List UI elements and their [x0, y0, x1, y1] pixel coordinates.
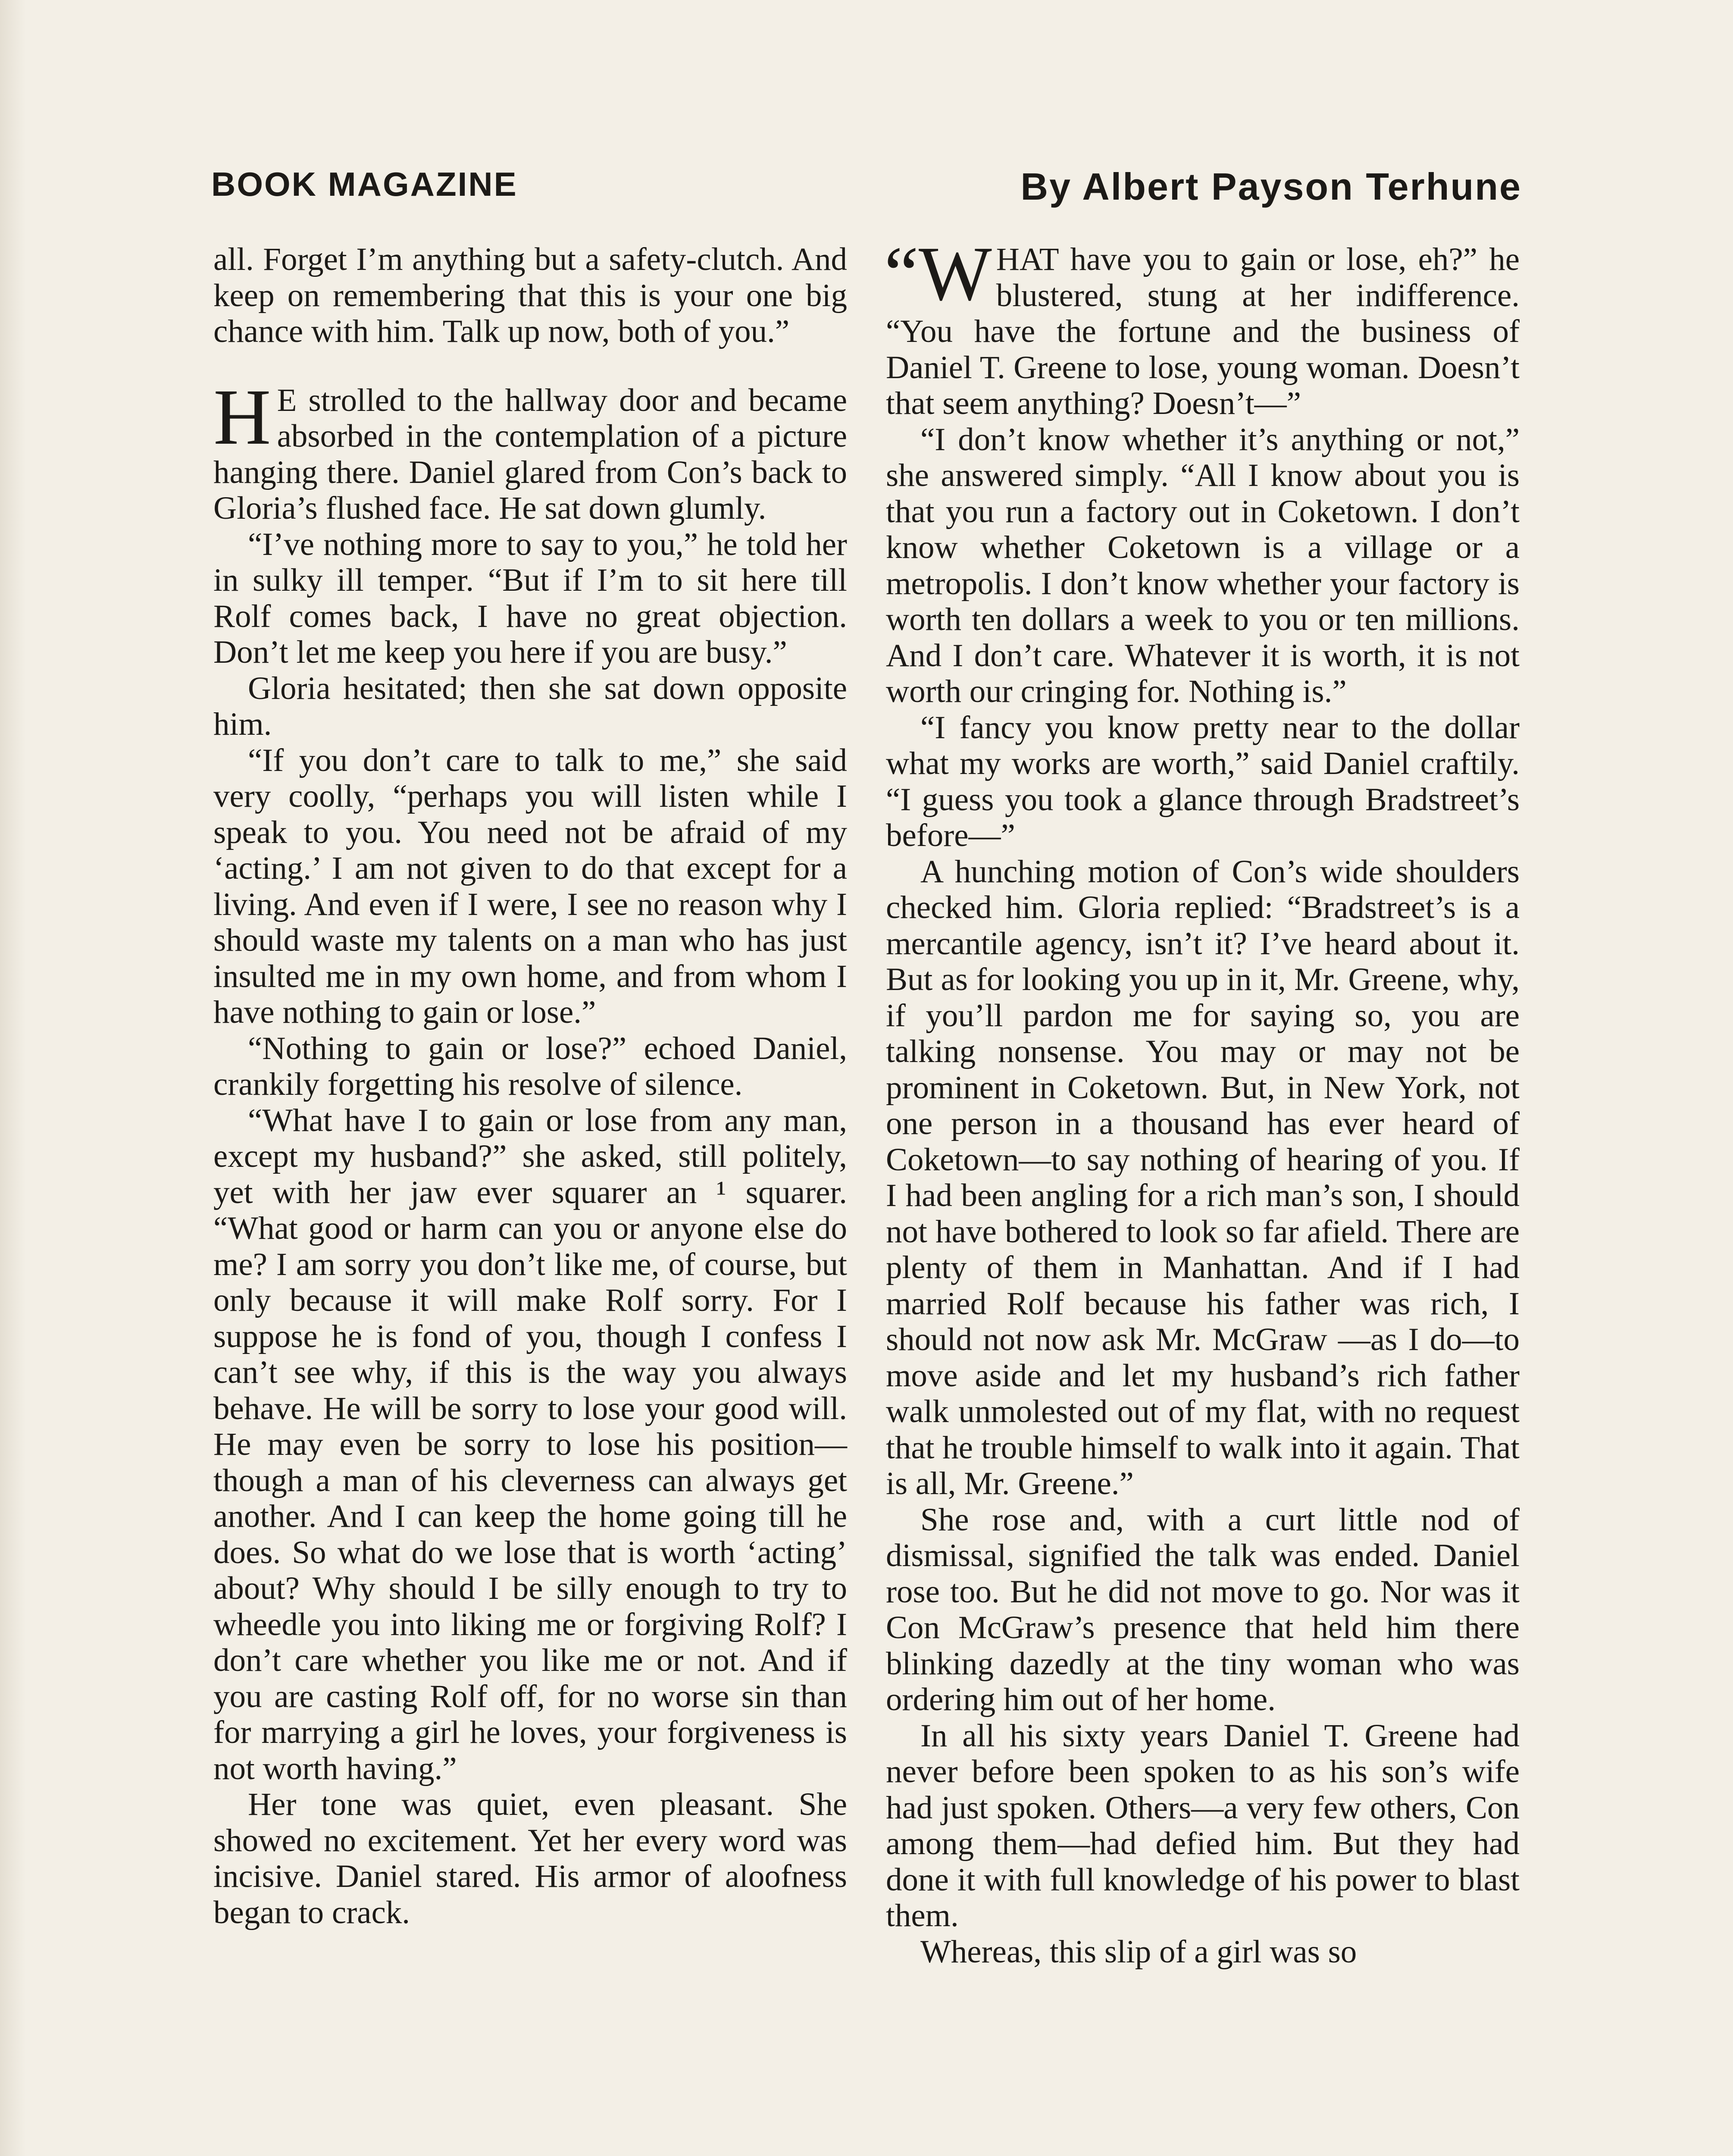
paragraph: “I’ve nothing more to say to you,” he told her in sulky ill temper. “But if I’m to sit here till Rolf comes back, I have no great objection. Don’t let me keep you here if you are busy.”	[213, 526, 847, 670]
section-paragraph	[213, 373, 847, 526]
paragraph: Whereas, this slip of a girl was so	[920, 1934, 1357, 1970]
drop-cap: H	[213, 373, 271, 461]
left-column	[213, 241, 847, 1930]
paragraph: She rose and, with a curt little nod of dismissal, signified the talk was ended. Daniel rose too. But he did not move to go. Nor was it Con McGraw’s presence that held him there blinking dazedly at the tiny woman who was ordering him out of her home.	[886, 1501, 1520, 1717]
section-paragraph	[884, 231, 1520, 422]
paragraph: “If you don’t care to talk to me,” she said very coolly, “perhaps you will listen while I speak to you. You need not be afraid of my ‘acting.’ I am not given to do that except for a living. And even if I were, I see no reason why I should waste my talents on a man who has just insulted me in my own home, and from whom I have nothing to gain or lose.”	[213, 742, 847, 1030]
page-edge	[0, 0, 26, 2156]
paragraph: all. Forget I’m anything but a safety-clutch. And keep on remembering that this is your one big chance with him. Talk up now, both of you.”	[213, 241, 847, 349]
paragraph: Her tone was quiet, even pleasant. She showed no excitement. Yet her every word was incisive. Daniel stared. His armor of aloofness began to crack.	[213, 1786, 847, 1930]
paragraph: “What have I to gain or lose from any man, except my husband?” she asked, still politely, yet with her jaw ever squarer an⁠ ⁠¹ squarer. “What good or harm can you o⁠r anyone else do me? I am sorry you don’t like me, of course, but only because it will make Rolf sorry. For I suppose he is fond of you, though I confess I can’t see why, if this is the way you always behave. He will be sorry to lose your good will. He may even be sorry to lose his position—though a man of his cleverness can always get another. And I can keep the home going till he does. So what do we lose that is worth ‘acting’ about? Why should I be silly enough to try to wheedle you into liking me or forgiving Rolf? I don’t care whether you like me or not. And if you are casting Rolf off, for no worse sin than for marrying a girl he loves, your forgiveness is not worth having.”	[213, 1102, 847, 1786]
right-column	[884, 231, 1520, 1970]
author-byline: By Albert Payson Terhune	[1020, 165, 1522, 208]
paragraph: “I fancy you know pretty near to the dollar what my works are worth,” said Daniel craftily. “I guess you took a glance through Bradstreet’s before—”	[886, 709, 1520, 853]
paragraph: Gloria hesitated; then she sat down opposite him.	[213, 670, 847, 742]
paragraph: “Nothing to gain or lose?” echoed Daniel, crankily forgetting his resolve of silence.	[213, 1030, 847, 1102]
paragraph: A hunching motion of Con’s wide shoulders checked him. Gloria replied: “Bradstreet’s is a mercantile agency, isn’t it? I’ve heard about it. But as for looking you up in it, Mr. Greene, why, if you’ll pardon me for saying so, you are talking nonsense. You may or may not be prominent in Coketown. But, in New York, not one person in a thousand has ever heard of Coketown—to say nothing of hearing of you. If I had been angling for a rich man’s son, I should not have bothered to look so far afield. There are plenty of them in Manhattan. And if I had married Rolf because his father was rich, I should not now ask Mr. McGraw —as I do—to move aside and let my husband’s rich father walk unmolested out of my flat, with no request that he trouble himself to walk into it again. That is all, Mr. Greene.”	[886, 853, 1520, 1501]
paragraph-text: E strolled to the hallway door and became absorbed in the contemplation of a picture hanging there. Daniel glared from Con’s back to Gloria’s flushed face. He sat down glumly.	[213, 382, 847, 526]
magazine-title: BOOK MAGAZINE	[211, 165, 518, 203]
drop-cap: “W	[884, 231, 992, 317]
paragraph: In all his sixty years Daniel T. Greene had never before been spoken to as his son’s wife had just spoken. Others—a very few others, Con among them—had defied him. But they had done it with full knowledge of his power to blast them.	[886, 1717, 1520, 1934]
paragraph-text: HAT have you to gain or lose, eh?” he blustered, stung at her indifference. “You have the fortune and the business of Daniel T. Greene to lose, young woman. Doesn’t that seem anything? Doesn’t—”	[886, 241, 1520, 421]
paragraph: “I don’t know whether it’s anything or not,” she answered simply. “All I know about you is that you run a factory out in Coketown. I don’t know whether Coketown is a village or a metropolis. I don’t know whether your factory is worth ten dollars a week to you or ten millions. And I don’t care. Whatever it is worth, it is not worth our cringing for. Nothing is.”	[886, 421, 1520, 709]
